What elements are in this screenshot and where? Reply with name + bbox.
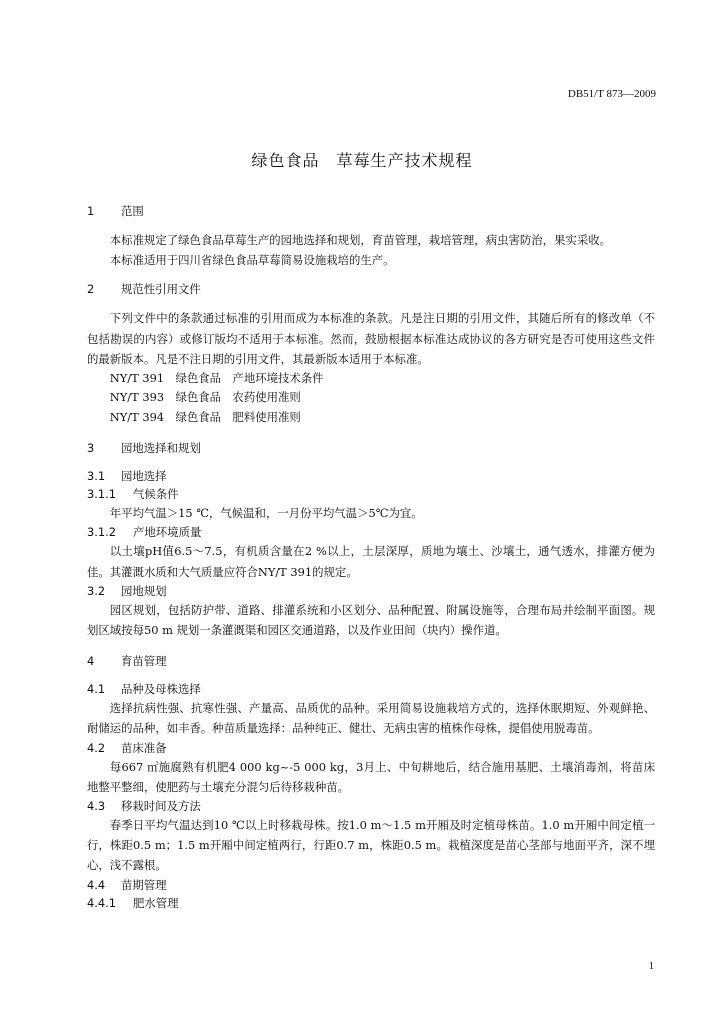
subsection-heading: [87, 797, 655, 815]
section-title: 范围: [121, 204, 144, 218]
section-number: 1: [87, 204, 95, 218]
document-body: [87, 200, 655, 912]
section-title: 苗床准备: [121, 740, 167, 755]
section-title: 园地选择和规划: [121, 441, 201, 456]
section-number: 3.2: [87, 583, 106, 598]
subsection-heading: [87, 523, 655, 541]
page-number: 1: [648, 960, 654, 972]
section-title: 规范性引用文件: [121, 282, 201, 297]
section-title: 育苗管理: [121, 654, 167, 669]
paragraph: 本标准适用于四川省绿色食品草莓简易设施栽培的生产。: [109, 253, 395, 268]
subsection-heading: [87, 876, 655, 894]
section-heading: [87, 650, 655, 672]
section-title: 园地规划: [121, 583, 167, 598]
section-title: 气候条件: [133, 487, 179, 502]
section-number: 4.1: [87, 682, 106, 697]
subsection-heading: [87, 467, 655, 485]
section-number: 4.3: [87, 799, 106, 814]
paragraph: 年平均气温＞15 ℃，气候温和，一月份平均气温＞5℃为宜。: [109, 506, 423, 521]
section-title: 产地环境质量: [133, 525, 202, 540]
section-title: 移栽时间及方法: [121, 799, 201, 814]
section-heading: [87, 278, 655, 300]
section-number: 4: [87, 654, 95, 669]
document-code: DB51/T 873—2009: [567, 88, 656, 100]
section-number: 3.1: [87, 469, 106, 484]
document-title: 绿色食品 草莓生产技术规程: [251, 151, 473, 170]
section-number: 4.2: [87, 740, 106, 755]
section-heading: [87, 437, 655, 459]
paragraph: 选择抗病性强、抗寒性强、产量高、品质优的品种。采用简易设施栽培方式的，选择休眠期短、外观鲜艳、耐储运的品种，如丰香。种苗质量选择：品种纯正、健壮、无病虫害的植株作母株，提倡使用脱毒苗。: [87, 701, 655, 736]
section-number: 4.4: [87, 877, 106, 892]
paragraph: 园区规划，包括防护带、道路、排灌系统和小区划分、品种配置、附属设施等，合理布局并绘制平面图。规划区域按每50 m 规划一条灌溉渠和园区交通道路，以及作业田间（块内）操作道。: [87, 602, 655, 638]
paragraph: 每667 ㎡施腐熟有机肥4 000 kg~-5 000 kg，3月上、中旬耕地后，结合施用基肥、土壤消毒剂，将苗床地整平整细，使肥药与土壤充分混匀后待移栽种苗。: [87, 759, 655, 794]
section-number: 4.4.1: [87, 895, 116, 910]
reference-item: NY/T 393 绿色食品 农药使用准则: [109, 390, 301, 405]
section-title: 苗期管理: [121, 877, 167, 892]
paragraph: 下列文件中的条款通过标准的引用而成为本标准的条款。凡是注日期的引用文件，其随后所有的修改单（不包括勘误的内容）或修订版均不适用于本标准。然而，鼓励根据本标准达成协议的各方研究是否可使用这些文件的最新版本。凡是不注日期的引用文件，其最新版本适用于本标准。: [87, 311, 655, 366]
paragraph: 以土壤pH值6.5～7.5，有机质含量在2 %以上，土层深厚，质地为壤土、沙壤土，通气透水，排灌方便为佳。其灌溉水质和大气质量应符合NY/T 391的规定。: [87, 544, 655, 579]
section-title: 肥水管理: [133, 895, 179, 910]
reference-item: NY/T 394 绿色食品 肥料使用准则: [109, 409, 301, 424]
section-number: 3.1.2: [87, 525, 116, 540]
reference-item: NY/T 391 绿色食品 产地环境技术条件: [109, 371, 324, 386]
section-heading: [87, 200, 655, 222]
section-number: 2: [87, 282, 95, 297]
subsection-heading: [87, 582, 655, 600]
subsection-heading: [87, 739, 655, 757]
paragraph: 本标准规定了绿色食品草莓生产的园地选择和规划，育苗管理，栽培管理，病虫害防治，果实采收。: [109, 233, 611, 247]
section-title: 园地选择: [121, 469, 167, 484]
subsection-heading: [87, 485, 655, 503]
section-number: 3: [87, 441, 95, 456]
section-title: 品种及母株选择: [121, 682, 201, 697]
section-number: 3.1.1: [87, 487, 116, 502]
subsection-heading: [87, 680, 655, 698]
paragraph: 春季日平均气温达到10 ℃以上时移栽母株。按1.0 m～1.5 m开厢及时定植母株苗。1.0 m开厢中间定植一行，株距0.5 m；1.5 m开厢中间定植两行，行距0.7 m，株距0.5 m。栽植深度是苗心茎部与地面平齐，深不埋心，浅不露根。: [87, 818, 655, 873]
subsection-heading: [87, 894, 655, 912]
